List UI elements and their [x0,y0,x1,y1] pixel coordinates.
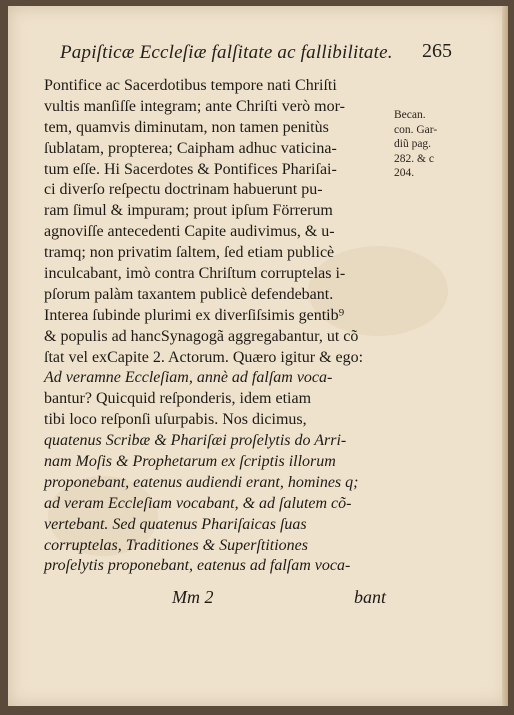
text-line: proſelytis proponebant, eatenus ad falſam voca- [44,557,351,575]
signature-mark: Mm 2 [172,587,214,607]
text-line: bantur? Quicquid reſponderis, idem etiam [44,390,312,408]
page-number: 265 [422,40,452,62]
margin-note-line: 204. [394,167,415,179]
text-line: tibi loco reſponſi uſurpabis. Nos dicimus, [44,411,307,429]
text-line: ram ſimul & impuram; prout ipſum Förrerum [44,202,333,220]
margin-note-line: con. Gar- [394,123,438,136]
text-line: ſublatam, propterea; Caipham adhuc vaticina- [44,139,337,157]
margin-note-line: diũ pag. [394,138,432,150]
margin-note-line: 282. & c [394,152,434,165]
text-line: inculcabant, imò contra Chriſtum corruptelas i- [44,265,346,283]
text-line: vultis manſiſſe integram; ante Chriſti verò mor- [44,97,345,115]
text-line: proponebant, eatenus audiendi erant, homines q; [44,473,359,491]
running-title: Papiſticæ Eccleſiæ falſitate ac fallibilitate. [60,42,393,63]
text-line: pſorum palàm taxantem publicè defendebant. [44,285,334,303]
text-line: & populis ad hancSynagogã aggregabantur, ut cõ [44,327,359,345]
text-line: agnoviſſe antecedenti Capite audivimus, & u- [44,223,335,241]
text-line: nam Moſis & Prophetarum ex ſcriptis illorum [44,453,336,471]
text-line: tem, quamvis diminutam, non tamen penitùs [44,118,329,136]
text-line: tum eſſe. Hi Sacerdotes & Pontifices Phariſai- [44,160,337,178]
margin-note-line: Becan. [394,109,426,121]
body-text [44,76,386,577]
text-line: vertebant. Sed quatenus Phariſaicas ſuas [44,515,307,533]
text-line: ci diverſo reſpectu doctrinam habuerunt pu- [44,181,323,199]
page-edge-shadow [502,6,508,706]
text-line: ſtat vel exCapite 2. Actorum. Quæro igitur & ego: [44,348,364,366]
text-line: corruptelas, Traditiones & Superſtitiones [44,536,309,554]
catchword: bant [353,587,386,607]
text-line: Interea ſubinde plurimi ex diverſiſsimis gentib⁹ [44,306,345,324]
margin-note [394,108,454,181]
text-line: ad veram Eccleſiam vocabant, & ad ſalutem cõ- [44,494,352,512]
text-line: tramq; non privatim ſaltem, ſed etiam publicè [44,244,335,262]
text-line: quatenus Scribæ & Phariſæi proſelytis do Arri- [44,432,347,450]
text-line: Pontifice ac Sacerdotibus tempore nati Chriſti [44,77,337,94]
running-header [52,40,452,68]
page-footer [44,587,386,611]
text-line: Ad veramne Eccleſiam, annè ad falſam voca- [44,369,333,387]
